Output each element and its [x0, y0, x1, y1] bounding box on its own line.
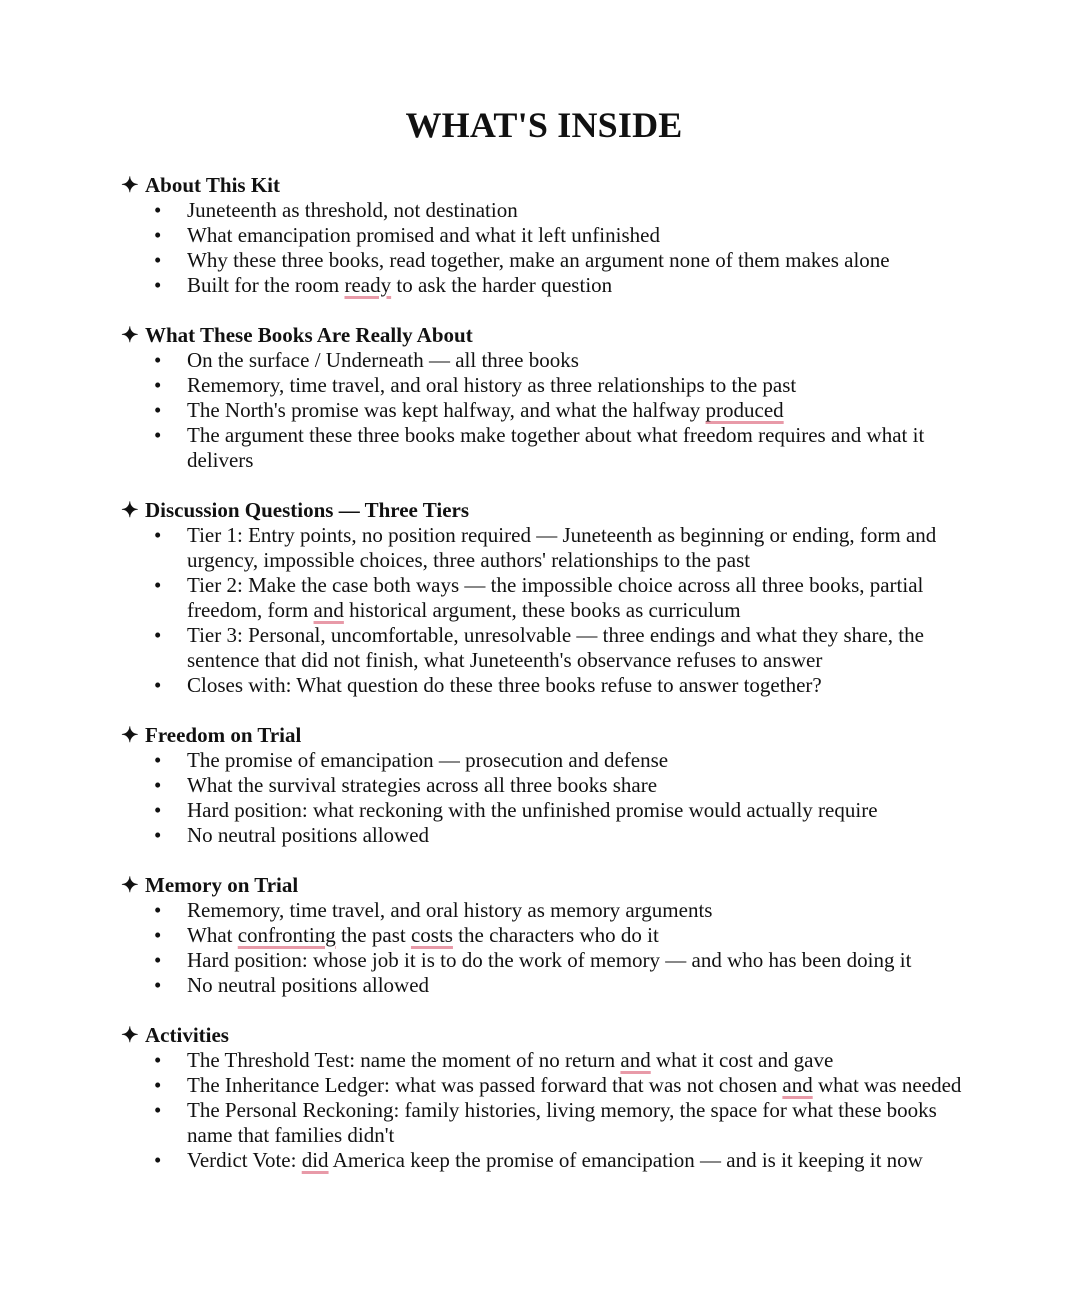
bullet-list	[121, 348, 971, 473]
list-item	[121, 1098, 971, 1148]
list-item	[121, 248, 971, 273]
list-item-text: the past	[335, 923, 411, 947]
spellcheck-flagged-word: produced	[705, 398, 784, 422]
list-item-text: No neutral positions allowed	[187, 973, 430, 997]
sparkle-icon: ✦	[121, 723, 139, 747]
list-item-text: Tier 2: Make the case both ways — the impossible choice across all three books, partial freedom, form	[187, 573, 924, 622]
bullet-icon: •	[154, 198, 162, 222]
list-item	[121, 823, 971, 848]
list-item-text: Tier 3: Personal, uncomfortable, unresolvable — three endings and what they share, the sentence that did not finish, what Juneteenth's observance refuses to answer	[187, 623, 924, 672]
section-freedom-on-trial	[121, 722, 971, 848]
list-item-text: Verdict Vote:	[187, 1148, 302, 1172]
list-item-text: Rememory, time travel, and oral history as memory arguments	[187, 898, 713, 922]
bullet-list	[121, 1048, 971, 1173]
section-heading	[121, 322, 971, 348]
list-item	[121, 423, 971, 473]
spellcheck-flagged-word: costs	[410, 923, 453, 947]
bullet-icon: •	[154, 798, 162, 822]
list-item	[121, 623, 971, 673]
section-heading	[121, 872, 971, 898]
list-item	[121, 1148, 971, 1173]
bullet-icon: •	[154, 248, 162, 272]
spellcheck-flagged-word: and	[782, 1073, 813, 1097]
document-body	[121, 172, 971, 1197]
bullet-icon: •	[154, 748, 162, 772]
bullet-icon: •	[154, 273, 162, 297]
list-item-text: Hard position: what reckoning with the unfinished promise would actually require	[187, 798, 878, 822]
bullet-list	[121, 198, 971, 298]
bullet-icon: •	[154, 1073, 162, 1097]
list-item	[121, 748, 971, 773]
bullet-icon: •	[154, 398, 162, 422]
bullet-icon: •	[154, 573, 162, 597]
list-item	[121, 373, 971, 398]
list-item-text: The Inheritance Ledger: what was passed forward that was not chosen	[187, 1073, 783, 1097]
list-item-text: No neutral positions allowed	[187, 823, 430, 847]
bullet-icon: •	[154, 1048, 162, 1072]
section-heading	[121, 1022, 971, 1048]
bullet-icon: •	[154, 948, 162, 972]
list-item-text: The North's promise was kept halfway, and what the halfway	[187, 398, 706, 422]
bullet-icon: •	[154, 348, 162, 372]
section-heading-text: Memory on Trial	[145, 873, 299, 897]
list-item-text: historical argument, these books as curriculum	[343, 598, 741, 622]
list-item-text: to ask the harder question	[391, 273, 613, 297]
list-item	[121, 973, 971, 998]
bullet-icon: •	[154, 773, 162, 797]
list-item-text: what was needed	[812, 1073, 962, 1097]
list-item-text: The Threshold Test: name the moment of no return	[187, 1048, 621, 1072]
list-item-text: What emancipation promised and what it left unfinished	[187, 223, 660, 247]
bullet-icon: •	[154, 1098, 162, 1122]
sparkle-icon: ✦	[121, 498, 139, 522]
list-item-text: what it cost and gave	[650, 1048, 834, 1072]
sparkle-icon: ✦	[121, 323, 139, 347]
list-item	[121, 223, 971, 248]
list-item	[121, 398, 971, 423]
list-item	[121, 523, 971, 573]
bullet-icon: •	[154, 223, 162, 247]
bullet-icon: •	[154, 823, 162, 847]
list-item-text: Juneteenth as threshold, not destination	[187, 198, 518, 222]
section-heading	[121, 722, 971, 748]
list-item	[121, 898, 971, 923]
section-heading-text: Activities	[145, 1023, 229, 1047]
section-heading-text: Freedom on Trial	[145, 723, 302, 747]
spellcheck-flagged-word: and	[620, 1048, 651, 1072]
bullet-icon: •	[154, 973, 162, 997]
list-item	[121, 348, 971, 373]
list-item-text: Closes with: What question do these three books refuse to answer together?	[187, 673, 822, 697]
list-item	[121, 923, 971, 948]
list-item-text: On the surface / Underneath — all three books	[187, 348, 579, 372]
bullet-icon: •	[154, 673, 162, 697]
list-item-text: Why these three books, read together, make an argument none of them makes alone	[187, 248, 890, 272]
bullet-list	[121, 898, 971, 998]
list-item-text: The Personal Reckoning: family histories, living memory, the space for what these books name that families didn't	[187, 1098, 937, 1147]
sparkle-icon: ✦	[121, 173, 139, 197]
list-item-text: What the survival strategies across all three books share	[187, 773, 658, 797]
bullet-icon: •	[154, 923, 162, 947]
list-item	[121, 948, 971, 973]
sparkle-icon: ✦	[121, 873, 139, 897]
bullet-icon: •	[154, 898, 162, 922]
bullet-list	[121, 748, 971, 848]
section-heading	[121, 497, 971, 523]
section-memory-on-trial	[121, 872, 971, 998]
section-discussion-questions-three-tiers	[121, 497, 971, 698]
section-heading-text: What These Books Are Really About	[145, 323, 473, 347]
list-item	[121, 198, 971, 223]
bullet-icon: •	[154, 423, 162, 447]
list-item-text: The argument these three books make together about what freedom requires and what it delivers	[187, 423, 925, 472]
list-item	[121, 573, 971, 623]
spellcheck-flagged-word: and	[313, 598, 344, 622]
bullet-icon: •	[154, 1148, 162, 1172]
list-item	[121, 1073, 971, 1098]
list-item	[121, 1048, 971, 1073]
list-item-text: The promise of emancipation — prosecution and defense	[187, 748, 669, 772]
section-about-this-kit	[121, 172, 971, 298]
bullet-list	[121, 523, 971, 698]
list-item-text: Hard position: whose job it is to do the work of memory — and who has been doing it	[187, 948, 912, 972]
list-item-text: the characters who do it	[452, 923, 659, 947]
bullet-icon: •	[154, 373, 162, 397]
list-item-text: Rememory, time travel, and oral history as three relationships to the past	[187, 373, 797, 397]
list-item	[121, 773, 971, 798]
list-item-text: America keep the promise of emancipation — and is it keeping it now	[328, 1148, 923, 1172]
list-item	[121, 273, 971, 298]
list-item	[121, 673, 971, 698]
sparkle-icon: ✦	[121, 1023, 139, 1047]
spellcheck-flagged-word: confronting	[237, 923, 336, 947]
bullet-icon: •	[154, 623, 162, 647]
section-activities	[121, 1022, 971, 1173]
spellcheck-flagged-word: ready	[344, 273, 392, 297]
spellcheck-flagged-word: did	[301, 1148, 329, 1172]
section-heading	[121, 172, 971, 198]
list-item-text: What	[187, 923, 238, 947]
list-item-text: Built for the room	[187, 273, 345, 297]
section-heading-text: About This Kit	[145, 173, 280, 197]
list-item-text: Tier 1: Entry points, no position required — Juneteenth as beginning or ending, form and urgency, impossible choices, three authors' relationships to the past	[187, 523, 937, 572]
list-item	[121, 798, 971, 823]
page-title: WHAT'S INSIDE	[405, 105, 683, 145]
bullet-icon: •	[154, 523, 162, 547]
section-heading-text: Discussion Questions — Three Tiers	[145, 498, 470, 522]
section-what-these-books-are-really-about	[121, 322, 971, 473]
